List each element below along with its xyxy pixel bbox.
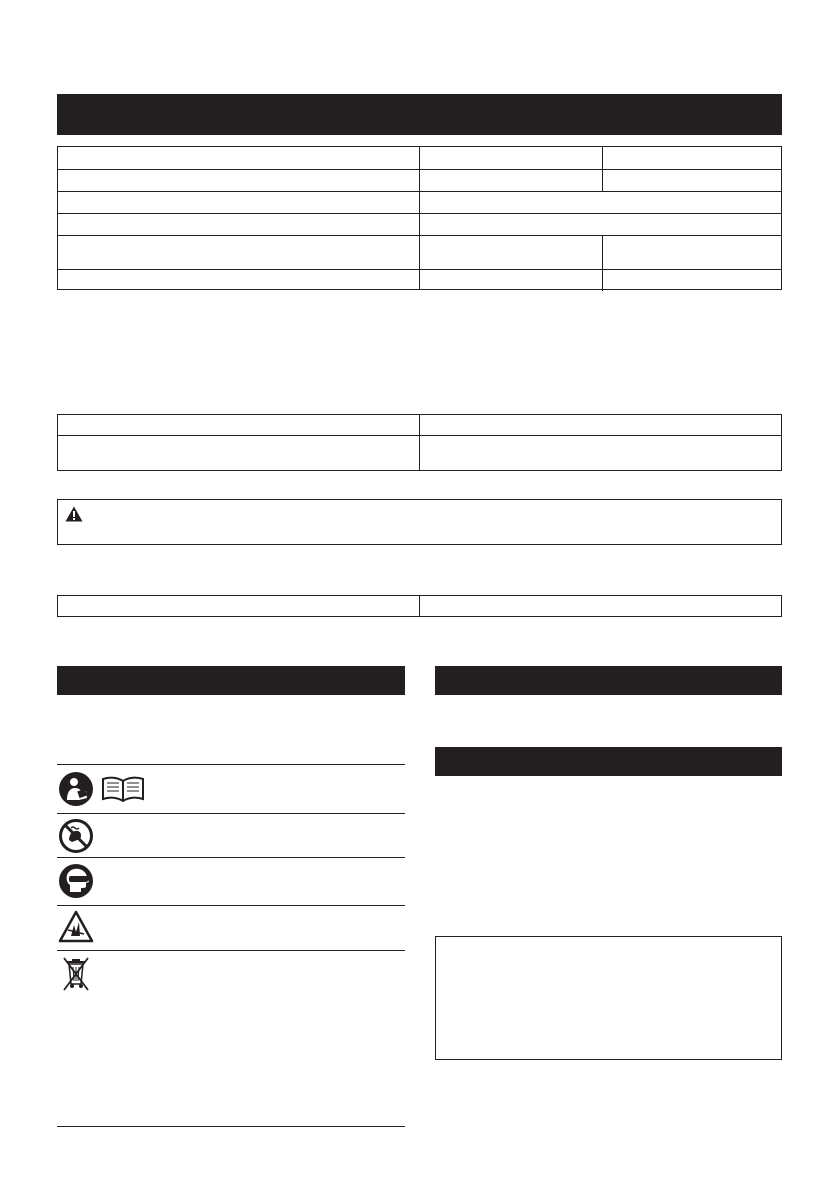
symbols-divider bbox=[57, 813, 405, 814]
prohibition-icon bbox=[58, 818, 94, 854]
specifications-table bbox=[57, 146, 782, 290]
symbols-divider bbox=[57, 950, 405, 951]
column-divider bbox=[419, 415, 420, 470]
symbols-header-bar bbox=[57, 666, 405, 695]
read-manual-icon bbox=[58, 771, 94, 807]
battery-table bbox=[57, 414, 782, 471]
crossed-out-bin-icon bbox=[62, 956, 90, 992]
column-divider bbox=[419, 147, 420, 289]
safety-warnings-header-bar bbox=[435, 747, 782, 776]
noise-table bbox=[57, 595, 782, 617]
specifications-header-bar bbox=[57, 94, 782, 135]
intended-use-header-bar bbox=[435, 666, 782, 695]
book-icon bbox=[101, 776, 145, 802]
warning-triangle-icon bbox=[65, 506, 83, 522]
notice-box bbox=[435, 936, 782, 1060]
symbols-divider bbox=[57, 857, 405, 858]
cutting-hazard-icon bbox=[58, 910, 94, 944]
column-divider bbox=[602, 235, 603, 291]
symbols-divider bbox=[57, 905, 405, 906]
symbols-divider bbox=[57, 1126, 405, 1127]
warning-box bbox=[57, 499, 782, 545]
wear-eye-protection-icon bbox=[58, 863, 94, 899]
column-divider bbox=[602, 147, 603, 191]
symbols-divider bbox=[57, 764, 405, 765]
column-divider bbox=[419, 596, 420, 616]
